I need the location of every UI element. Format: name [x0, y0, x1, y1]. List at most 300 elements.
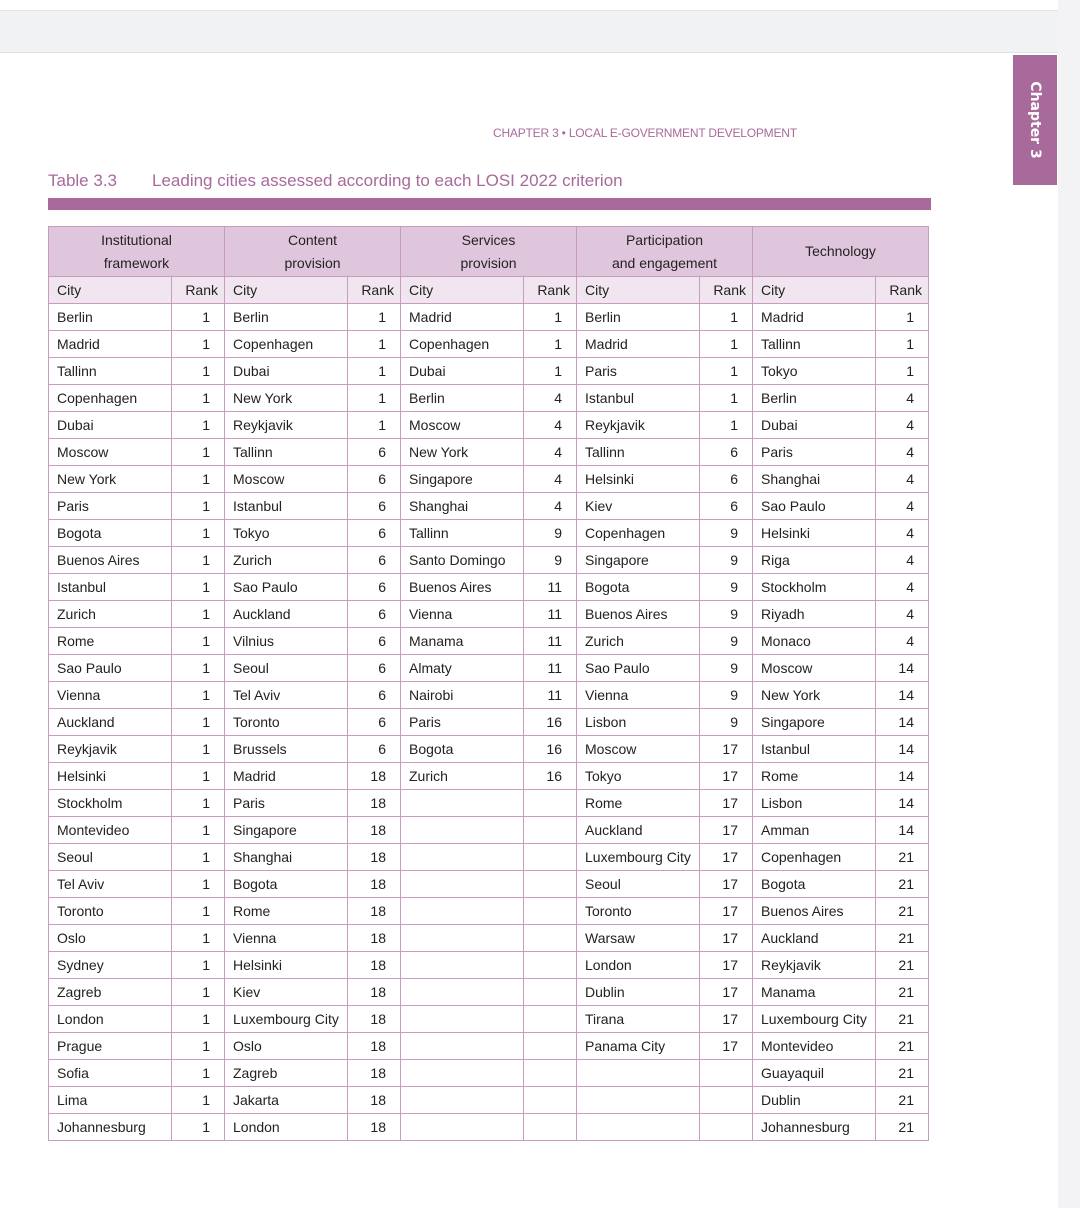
table-row: [49, 466, 929, 493]
rank-cell: 9: [524, 547, 577, 574]
city-cell: Bogota: [401, 736, 524, 763]
city-cell: Sydney: [49, 952, 172, 979]
city-cell: Vienna: [577, 682, 700, 709]
city-cell: Copenhagen: [401, 331, 524, 358]
city-cell: Tel Aviv: [225, 682, 348, 709]
rank-cell: 6: [348, 439, 401, 466]
city-cell: Reykjavik: [753, 952, 876, 979]
rank-cell: 4: [876, 385, 929, 412]
city-cell: Nairobi: [401, 682, 524, 709]
city-cell: Kiev: [577, 493, 700, 520]
table-row: [49, 385, 929, 412]
rank-cell: 1: [172, 385, 225, 412]
city-cell: Tallinn: [49, 358, 172, 385]
rank-cell: 1: [172, 358, 225, 385]
city-cell: Singapore: [753, 709, 876, 736]
city-cell: Vienna: [225, 925, 348, 952]
rank-cell: 4: [876, 547, 929, 574]
empty-cell: [524, 1114, 577, 1141]
rank-cell: 16: [524, 763, 577, 790]
rank-cell: 1: [172, 520, 225, 547]
city-cell: Toronto: [225, 709, 348, 736]
city-cell: Reykjavik: [225, 412, 348, 439]
rank-cell: 21: [876, 952, 929, 979]
rank-cell: 1: [172, 547, 225, 574]
empty-cell: [401, 1060, 524, 1087]
rank-cell: 4: [524, 412, 577, 439]
city-cell: Montevideo: [49, 817, 172, 844]
rank-cell: 4: [876, 412, 929, 439]
empty-cell: [524, 844, 577, 871]
rank-cell: 6: [348, 709, 401, 736]
group-header: [753, 227, 929, 277]
table-row: [49, 979, 929, 1006]
rank-cell: 18: [348, 1114, 401, 1141]
city-cell: Prague: [49, 1033, 172, 1060]
rank-cell: 1: [172, 898, 225, 925]
rank-cell: 6: [348, 601, 401, 628]
rank-cell: 1: [172, 439, 225, 466]
city-cell: Dublin: [577, 979, 700, 1006]
city-cell: Zurich: [49, 601, 172, 628]
empty-cell: [401, 817, 524, 844]
city-cell: Brussels: [225, 736, 348, 763]
table-row: [49, 655, 929, 682]
table-row: [49, 790, 929, 817]
rank-cell: 21: [876, 898, 929, 925]
rank-cell: 4: [524, 439, 577, 466]
rank-cell: 18: [348, 763, 401, 790]
city-cell: Riga: [753, 547, 876, 574]
rank-cell: 21: [876, 1033, 929, 1060]
city-cell: Tokyo: [753, 358, 876, 385]
group-header: [225, 227, 401, 277]
group-title-line2: provision: [460, 254, 517, 271]
city-cell: Copenhagen: [49, 385, 172, 412]
city-cell: Rome: [225, 898, 348, 925]
empty-cell: [401, 1006, 524, 1033]
city-cell: London: [225, 1114, 348, 1141]
running-header: CHAPTER 3 • LOCAL E-GOVERNMENT DEVELOPMENT: [493, 126, 797, 140]
rank-cell: 1: [172, 682, 225, 709]
rank-cell: 1: [348, 358, 401, 385]
city-cell: Paris: [577, 358, 700, 385]
empty-cell: [700, 1114, 753, 1141]
table-row: [49, 1033, 929, 1060]
table-caption: [48, 171, 623, 191]
rank-cell: 18: [348, 790, 401, 817]
rank-cell: 18: [348, 952, 401, 979]
empty-cell: [524, 790, 577, 817]
viewer-toolbar-band: [0, 11, 1058, 53]
rank-cell: 1: [172, 979, 225, 1006]
city-cell: Vilnius: [225, 628, 348, 655]
rank-cell: 21: [876, 1114, 929, 1141]
city-cell: Vienna: [401, 601, 524, 628]
rank-cell: 1: [172, 1006, 225, 1033]
rank-cell: 1: [172, 1114, 225, 1141]
city-cell: New York: [225, 385, 348, 412]
city-cell: New York: [401, 439, 524, 466]
city-column-header: City: [577, 277, 700, 304]
rank-cell: 21: [876, 871, 929, 898]
table-row: [49, 844, 929, 871]
rank-cell: 1: [700, 412, 753, 439]
city-cell: Oslo: [225, 1033, 348, 1060]
rank-cell: 21: [876, 925, 929, 952]
city-cell: Monaco: [753, 628, 876, 655]
rank-cell: 1: [172, 601, 225, 628]
city-cell: Bogota: [753, 871, 876, 898]
rank-cell: 17: [700, 763, 753, 790]
rank-cell: 17: [700, 1006, 753, 1033]
table-row: [49, 601, 929, 628]
city-cell: Berlin: [225, 304, 348, 331]
city-cell: Istanbul: [577, 385, 700, 412]
table-row: [49, 736, 929, 763]
city-cell: New York: [753, 682, 876, 709]
group-title-line2: provision: [284, 254, 341, 271]
rank-cell: 18: [348, 1033, 401, 1060]
city-column-header: City: [225, 277, 348, 304]
empty-cell: [401, 1114, 524, 1141]
city-cell: Sofia: [49, 1060, 172, 1087]
city-cell: Istanbul: [753, 736, 876, 763]
rank-cell: 1: [172, 763, 225, 790]
city-cell: Jakarta: [225, 1087, 348, 1114]
city-cell: Lisbon: [577, 709, 700, 736]
rank-cell: 6: [700, 466, 753, 493]
rank-cell: 11: [524, 628, 577, 655]
rank-cell: 6: [348, 736, 401, 763]
empty-cell: [401, 1033, 524, 1060]
city-cell: Moscow: [49, 439, 172, 466]
empty-cell: [401, 844, 524, 871]
city-cell: Madrid: [401, 304, 524, 331]
scrollbar-track[interactable]: [1058, 0, 1080, 1208]
city-cell: Rome: [49, 628, 172, 655]
empty-cell: [401, 790, 524, 817]
city-cell: Tokyo: [577, 763, 700, 790]
rank-cell: 1: [172, 412, 225, 439]
city-cell: Seoul: [577, 871, 700, 898]
empty-cell: [524, 1087, 577, 1114]
rank-cell: 1: [172, 871, 225, 898]
rank-cell: 4: [876, 493, 929, 520]
rank-cell: 6: [700, 439, 753, 466]
table-row: [49, 412, 929, 439]
rank-cell: 1: [348, 331, 401, 358]
rank-cell: 17: [700, 1033, 753, 1060]
rank-cell: 14: [876, 763, 929, 790]
rank-cell: 6: [700, 493, 753, 520]
rank-column-header: Rank: [876, 277, 929, 304]
city-cell: Rome: [753, 763, 876, 790]
empty-cell: [524, 817, 577, 844]
city-cell: Warsaw: [577, 925, 700, 952]
table-row: [49, 439, 929, 466]
city-cell: Zagreb: [49, 979, 172, 1006]
city-cell: Tokyo: [225, 520, 348, 547]
empty-cell: [401, 952, 524, 979]
rank-cell: 1: [172, 493, 225, 520]
city-cell: Berlin: [49, 304, 172, 331]
city-cell: London: [577, 952, 700, 979]
rank-cell: 4: [524, 385, 577, 412]
city-cell: Auckland: [49, 709, 172, 736]
empty-cell: [700, 1087, 753, 1114]
rank-cell: 1: [524, 304, 577, 331]
city-cell: Montevideo: [753, 1033, 876, 1060]
city-cell: Paris: [225, 790, 348, 817]
rank-cell: 14: [876, 655, 929, 682]
rank-cell: 17: [700, 898, 753, 925]
city-cell: Singapore: [577, 547, 700, 574]
rank-column-header: Rank: [524, 277, 577, 304]
table-row: [49, 682, 929, 709]
group-title-line1: Technology: [805, 243, 876, 259]
city-cell: Stockholm: [49, 790, 172, 817]
empty-cell: [577, 1060, 700, 1087]
city-column-header: City: [753, 277, 876, 304]
leading-cities-table: [48, 226, 929, 1141]
rank-cell: 1: [700, 304, 753, 331]
city-cell: Buenos Aires: [49, 547, 172, 574]
chapter-tab: [1013, 55, 1057, 185]
rank-cell: 17: [700, 979, 753, 1006]
rank-cell: 1: [876, 304, 929, 331]
city-cell: Madrid: [49, 331, 172, 358]
rank-cell: 17: [700, 736, 753, 763]
city-cell: Copenhagen: [753, 844, 876, 871]
rank-cell: 6: [348, 574, 401, 601]
city-cell: Tallinn: [577, 439, 700, 466]
rank-cell: 1: [700, 358, 753, 385]
group-title-line1: Participation: [625, 231, 704, 248]
rank-cell: 18: [348, 844, 401, 871]
rank-cell: 17: [700, 790, 753, 817]
city-cell: Buenos Aires: [753, 898, 876, 925]
rank-cell: 11: [524, 682, 577, 709]
rank-cell: 4: [876, 439, 929, 466]
city-cell: Copenhagen: [225, 331, 348, 358]
city-cell: Auckland: [225, 601, 348, 628]
rank-cell: 1: [348, 304, 401, 331]
rank-cell: 1: [172, 844, 225, 871]
city-cell: Singapore: [225, 817, 348, 844]
city-cell: Guayaquil: [753, 1060, 876, 1087]
city-cell: Shanghai: [225, 844, 348, 871]
rank-cell: 16: [524, 736, 577, 763]
chapter-tab-label: Chapter 3: [1027, 81, 1043, 159]
city-cell: Paris: [753, 439, 876, 466]
city-cell: Almaty: [401, 655, 524, 682]
rank-cell: 1: [172, 1033, 225, 1060]
table-row: [49, 871, 929, 898]
rank-cell: 1: [172, 574, 225, 601]
table-row: [49, 898, 929, 925]
rank-cell: 17: [700, 952, 753, 979]
city-cell: Seoul: [225, 655, 348, 682]
empty-cell: [401, 979, 524, 1006]
table-row: [49, 763, 929, 790]
city-cell: Zurich: [225, 547, 348, 574]
group-header: [49, 227, 225, 277]
city-cell: Bogota: [225, 871, 348, 898]
city-cell: New York: [49, 466, 172, 493]
city-cell: Reykjavik: [49, 736, 172, 763]
table-row: [49, 925, 929, 952]
group-title-line1: Institutional: [101, 231, 172, 248]
city-cell: Zagreb: [225, 1060, 348, 1087]
city-cell: Sao Paulo: [753, 493, 876, 520]
empty-cell: [700, 1060, 753, 1087]
empty-cell: [524, 952, 577, 979]
rank-cell: 17: [700, 871, 753, 898]
empty-cell: [524, 1033, 577, 1060]
column-header-row: [49, 277, 929, 304]
rank-column-header: Rank: [700, 277, 753, 304]
city-cell: Shanghai: [401, 493, 524, 520]
rank-cell: 18: [348, 1087, 401, 1114]
rank-cell: 9: [700, 628, 753, 655]
city-cell: Berlin: [577, 304, 700, 331]
rank-column-header: Rank: [172, 277, 225, 304]
empty-cell: [401, 925, 524, 952]
city-cell: Helsinki: [49, 763, 172, 790]
city-cell: Luxembourg City: [577, 844, 700, 871]
rank-cell: 21: [876, 979, 929, 1006]
city-cell: Paris: [401, 709, 524, 736]
city-cell: Lima: [49, 1087, 172, 1114]
city-cell: Oslo: [49, 925, 172, 952]
group-title-line2: framework: [103, 254, 170, 271]
rank-cell: 17: [700, 817, 753, 844]
rank-cell: 21: [876, 1006, 929, 1033]
city-cell: Paris: [49, 493, 172, 520]
city-cell: Buenos Aires: [577, 601, 700, 628]
rank-cell: 4: [876, 601, 929, 628]
rank-cell: 1: [172, 331, 225, 358]
rank-cell: 4: [876, 574, 929, 601]
city-cell: Sao Paulo: [49, 655, 172, 682]
rank-cell: 1: [172, 736, 225, 763]
rank-cell: 21: [876, 1087, 929, 1114]
rank-cell: 1: [348, 412, 401, 439]
rank-cell: 1: [348, 385, 401, 412]
rank-cell: 6: [348, 493, 401, 520]
city-cell: Riyadh: [753, 601, 876, 628]
rank-cell: 1: [524, 331, 577, 358]
city-cell: Dubai: [49, 412, 172, 439]
caption-rule: [48, 198, 931, 210]
rank-cell: 1: [172, 817, 225, 844]
city-cell: Dubai: [753, 412, 876, 439]
empty-cell: [577, 1114, 700, 1141]
rank-cell: 1: [172, 709, 225, 736]
rank-cell: 9: [700, 709, 753, 736]
rank-cell: 9: [700, 574, 753, 601]
top-bar: [0, 0, 1058, 11]
city-cell: Johannesburg: [753, 1114, 876, 1141]
table-row: [49, 1087, 929, 1114]
table-row: [49, 304, 929, 331]
group-title-line1: Content: [287, 231, 338, 248]
rank-cell: 18: [348, 1006, 401, 1033]
group-title-line2: and engagement: [611, 254, 718, 271]
rank-cell: 18: [348, 898, 401, 925]
rank-cell: 16: [524, 709, 577, 736]
rank-cell: 1: [700, 331, 753, 358]
city-cell: Seoul: [49, 844, 172, 871]
rank-cell: 1: [172, 1087, 225, 1114]
rank-cell: 14: [876, 817, 929, 844]
rank-cell: 1: [172, 304, 225, 331]
rank-cell: 9: [700, 601, 753, 628]
city-cell: Moscow: [753, 655, 876, 682]
city-cell: Zurich: [577, 628, 700, 655]
group-header: [577, 227, 753, 277]
rank-cell: 6: [348, 655, 401, 682]
city-cell: Istanbul: [49, 574, 172, 601]
city-cell: Madrid: [753, 304, 876, 331]
city-cell: Berlin: [401, 385, 524, 412]
city-column-header: City: [49, 277, 172, 304]
group-header-row: [49, 227, 929, 277]
city-cell: Dubai: [225, 358, 348, 385]
empty-cell: [401, 1087, 524, 1114]
city-cell: Helsinki: [225, 952, 348, 979]
rank-cell: 6: [348, 520, 401, 547]
city-cell: Toronto: [577, 898, 700, 925]
city-cell: Sao Paulo: [577, 655, 700, 682]
city-cell: Moscow: [401, 412, 524, 439]
city-cell: Manama: [753, 979, 876, 1006]
empty-cell: [524, 898, 577, 925]
rank-cell: 9: [700, 682, 753, 709]
rank-cell: 6: [348, 547, 401, 574]
rank-cell: 1: [172, 655, 225, 682]
rank-cell: 9: [700, 520, 753, 547]
empty-cell: [524, 871, 577, 898]
rank-cell: 14: [876, 709, 929, 736]
group-header: [401, 227, 577, 277]
rank-cell: 1: [172, 628, 225, 655]
rank-cell: 1: [876, 358, 929, 385]
table-number: Table 3.3: [48, 171, 117, 190]
city-cell: Reykjavik: [577, 412, 700, 439]
city-cell: Buenos Aires: [401, 574, 524, 601]
empty-cell: [524, 925, 577, 952]
rank-cell: 4: [876, 466, 929, 493]
city-cell: Lisbon: [753, 790, 876, 817]
table-row: [49, 520, 929, 547]
empty-cell: [524, 1060, 577, 1087]
table-row: [49, 1114, 929, 1141]
rank-cell: 17: [700, 925, 753, 952]
rank-cell: 18: [348, 979, 401, 1006]
city-cell: Tirana: [577, 1006, 700, 1033]
rank-cell: 4: [524, 466, 577, 493]
city-cell: Helsinki: [577, 466, 700, 493]
rank-cell: 1: [172, 1060, 225, 1087]
rank-cell: 11: [524, 655, 577, 682]
table-row: [49, 952, 929, 979]
empty-cell: [577, 1087, 700, 1114]
table-row: [49, 709, 929, 736]
city-cell: Vienna: [49, 682, 172, 709]
rank-cell: 4: [876, 520, 929, 547]
